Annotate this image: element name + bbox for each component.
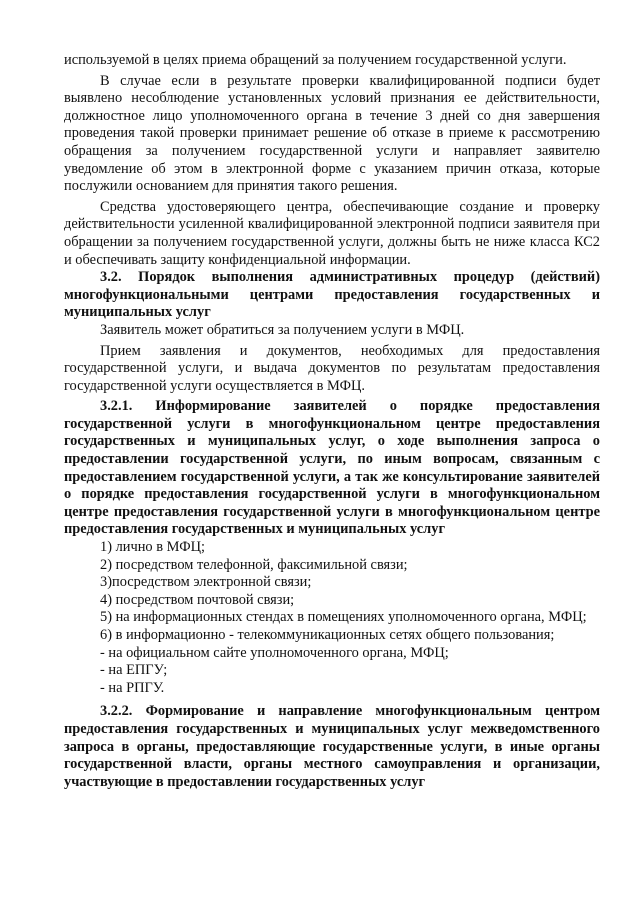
list-item: 4) посредством почтовой связи;: [100, 591, 295, 608]
channels-list: [64, 539, 600, 697]
list-item: - на официальном сайте уполномоченного органа, МФЦ;: [100, 644, 449, 661]
paragraph-certification-center: Средства удостоверяющего центра, обеспечивающие создание и проверку действительности усиленной квалифицированной электронной подписи заявителя при обращении за получением государственной услуги, должны быть не ниже класса КС2 и обеспечивать защиту конфиденциальной информации.: [64, 198, 600, 268]
section-heading-3-2-1: 3.2.1. Информирование заявителей о порядке предоставления государственной услуги в многофункциональном центре предоставления государственных и муниципальных услуг, о ходе выполнения запроса о предоставлении государственной услуги, по иным вопросам, связанным с предоставлением государственной услуги, а так же консультирование заявителей о порядке предоставления государственной услуги в многофункциональном центре предоставления государственной услуги в многофункциональном центре предоставления государственных и муниципальных услуг: [64, 398, 600, 538]
list-item: 1) лично в МФЦ;: [100, 539, 205, 556]
list-item: - на ЕПГУ;: [100, 662, 168, 679]
paragraph-signature-check: В случае если в результате проверки квалифицированной подписи будет выявлено несоблюдение установленных условий признания ее действительности, должностное лицо уполномоченного органа в течение 3 дней со дня завершения проведения такой проверки принимает решение об отказе в приеме к рассмотрению обращения за получением государственной услуги и направляет заявителю уведомление об этом в электронной форме с указанием причин отказа, которые послужили основанием для принятия такого решения.: [64, 72, 600, 195]
paragraph-reception: Прием заявления и документов, необходимых для предоставления государственной услуги, и выдача документов по результатам предоставления государственной услуги осуществляется в МФЦ.: [64, 342, 600, 394]
list-item: - на РПГУ.: [100, 679, 165, 696]
section-heading-3-2: 3.2. Порядок выполнения административных процедур (действий) многофункциональными центрами предоставления государственных и муниципальных услуг: [64, 269, 600, 321]
list-item: 6) в информационно - телекоммуникационных сетях общего пользования;: [100, 627, 555, 643]
list-item: 5) на информационных стендах в помещениях уполномоченного органа, МФЦ;: [100, 609, 587, 626]
list-item: 2) посредством телефонной, факсимильной связи;: [100, 556, 408, 573]
section-heading-3-2-2: 3.2.2. Формирование и направление многофункциональным центром предоставления государственных и муниципальных услуг межведомственного запроса в органы, предоставляющие государственные услуги, в иные органы государственной власти, органы местного самоуправления и организации, участвующие в предоставлении государственных услуг: [64, 703, 600, 790]
paragraph-applicant-mfc: Заявитель может обратиться за получением услуги в МФЦ.: [100, 321, 465, 338]
list-item: 3)посредством электронной связи;: [100, 574, 312, 591]
paragraph-continuation: используемой в целях приема обращений за получением государственной услуги.: [64, 52, 567, 68]
